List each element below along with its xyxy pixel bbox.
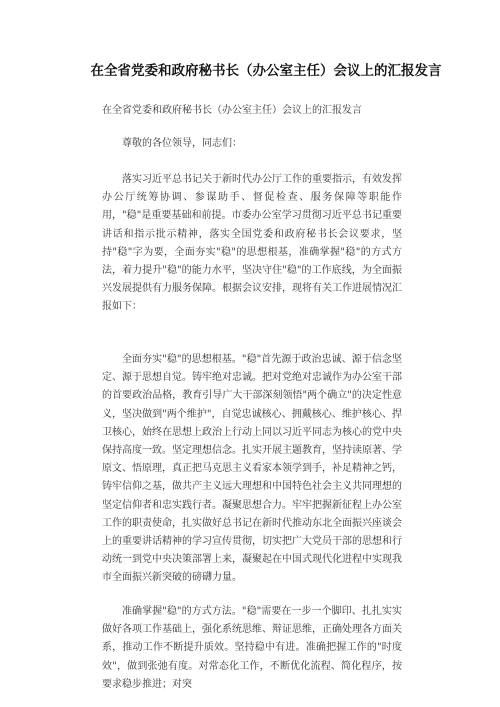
document-subtitle: 在全省党委和政府秘书长（办公室主任）会议上的汇报发言 (102, 105, 362, 116)
paragraph-1: 落实习近平总书记关于新时代办公厅工作的重要指示，有效发挥办公厅统筹协调、参谋助手、督促检查、服务保障等职能作用，"稳"是重要基础和前提。市委办公室学习贯彻习近平总书记重要讲话和指示批示精神，落实全国党委和政府秘书长会议要求，坚持"稳"字为要，全面夯实"稳"的思想根基，准确掌握"稳"的方式方法，着力提升"稳"的能力水平，坚决守住"稳"的工作底线，为全面振兴发展提供有力服务保障。根据会议安排，现将有关工作进展情况汇报如下： (102, 174, 402, 313)
paragraph-3: 准确掌握"稳"的方式方法。"稳"需要在一步一个脚印、扎扎实实做好各项工作基础上，强化系统思维、辩证思维，正确处理各方面关系，推动工作不断提升质效。坚持稳中有进。准确把握工作的"时度效"，做到张弛有度。对常态化工作，不断优化流程、简化程序，按要求稳步推进；对突 (102, 606, 402, 690)
salutation: 尊敬的各位领导，同志们： (122, 138, 242, 149)
paragraph-2: 全面夯实"稳"的思想根基。"稳"首先源于政治忠诚、源于信念坚定、源于思想自觉。铸牢绝对忠诚。把对党绝对忠诚作为办公室干部的首要政治品格，教育引导广大干部深刻领悟"两个确立"的决定性意义，坚决做到"两个维护"，自觉忠诚核心、拥戴核心、维护核心、捍卫核心，始终在思想上政治上行动上同以习近平同志为核心的党中央保持高度一致。坚定理想信念。扎实开展主题教育，坚持读原著、学原文、悟原理，真正把马克思主义看家本领学到手，补足精神之钙，铸牢信仰之基，做共产主义远大理想和中国特色社会主义共同理想的坚定信仰者和忠实践行者。凝聚思想合力。牢牢把握新征程上办公室工作的职责使命，扎实做好总书记在新时代推动东北全面振兴座谈会上的重要讲话精神的学习宣传贯彻，切实把广大党员干部的思想和行动统一到党中央决策部署上来，凝聚起在中国式现代化进程中实现我市全面振兴新突破的磅礴力量。 (102, 354, 402, 584)
document-title: 在全省党委和政府秘书长（办公室主任）会议上的汇报发言 (90, 63, 442, 79)
